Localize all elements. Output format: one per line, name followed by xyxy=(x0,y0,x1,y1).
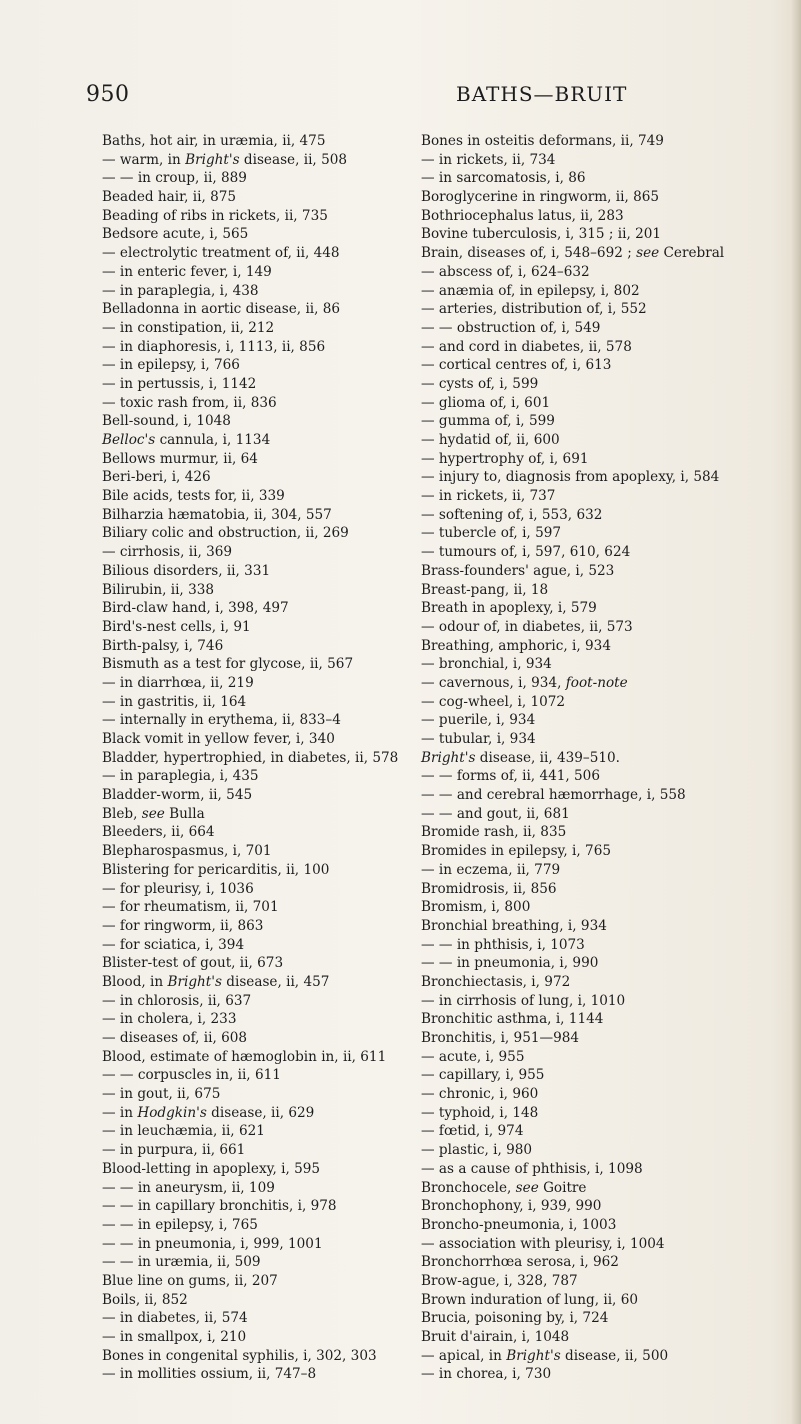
index-entry: — — in aneurysm, ii, 109 xyxy=(102,1179,275,1196)
index-entry: — in diarrhœa, ii, 219 xyxy=(102,674,254,691)
index-entry: — in smallpox, i, 210 xyxy=(102,1329,247,1345)
index-entry: Bones in osteitis deformans, ii, 749 xyxy=(421,133,664,149)
index-entry: — in mollities ossium, ii, 747–8 xyxy=(102,1366,317,1383)
index-entry: — in cirrhosis of lung, i, 1010 xyxy=(421,992,626,1009)
page-number: 950 xyxy=(86,82,130,107)
index-entry: — fœtid, i, 974 xyxy=(421,1123,524,1140)
index-entry: Brown induration of lung, ii, 60 xyxy=(421,1291,638,1308)
index-entry: — — in pneumonia, i, 990 xyxy=(421,955,599,972)
index-entry: — — in uræmia, ii, 509 xyxy=(102,1254,261,1271)
index-column-right xyxy=(421,132,791,1384)
index-entry: — — in croup, ii, 889 xyxy=(102,170,247,187)
index-entry: — internally in erythema, ii, 833–4 xyxy=(102,712,341,729)
index-entry: Beading of ribs in rickets, ii, 735 xyxy=(102,207,328,224)
index-entry: — in gastritis, ii, 164 xyxy=(102,693,247,710)
index-entry: — acute, i, 955 xyxy=(421,1048,525,1065)
index-entry: — in chlorosis, ii, 637 xyxy=(102,992,252,1009)
index-entry: Boroglycerine in ringworm, ii, 865 xyxy=(421,189,660,206)
index-column-left xyxy=(102,132,432,1384)
index-entry: Biliary colic and obstruction, ii, 269 xyxy=(102,525,349,542)
index-entry: — diseases of, ii, 608 xyxy=(102,1030,248,1046)
index-entry: — chronic, i, 960 xyxy=(421,1086,539,1103)
index-entry: — tubercle of, i, 597 xyxy=(421,525,562,542)
index-entry: — bronchial, i, 934 xyxy=(421,656,552,673)
index-entry: Beri-beri, i, 426 xyxy=(102,469,211,486)
index-entry: — in paraplegia, i, 435 xyxy=(102,768,259,785)
index-entry: Bird-claw hand, i, 398, 497 xyxy=(102,600,289,617)
index-entry: — warm, in Bright's disease, ii, 508 xyxy=(102,151,348,168)
index-entry: — toxic rash from, ii, 836 xyxy=(102,394,277,411)
index-entry: — in leuchæmia, ii, 621 xyxy=(102,1123,265,1140)
index-entry: — — in capillary bronchitis, i, 978 xyxy=(102,1198,337,1215)
index-entry: Bovine tuberculosis, i, 315 ; ii, 201 xyxy=(421,226,662,243)
index-entry: Bronchocele, see Goitre xyxy=(421,1179,587,1196)
index-entry: Belladonna in aortic disease, ii, 86 xyxy=(102,301,341,318)
index-entry: Bladder-worm, ii, 545 xyxy=(102,787,253,804)
page-header xyxy=(86,82,776,112)
index-entry: Bones in congenital syphilis, i, 302, 303 xyxy=(102,1347,377,1364)
index-entry: — as a cause of phthisis, i, 1098 xyxy=(421,1160,643,1177)
index-entry: — for pleurisy, i, 1036 xyxy=(102,880,254,897)
index-entry: Bruit d'airain, i, 1048 xyxy=(421,1329,570,1345)
index-entry: Bedsore acute, i, 565 xyxy=(102,226,249,243)
index-entry: — gumma of, i, 599 xyxy=(421,413,555,430)
index-entry: — — and gout, ii, 681 xyxy=(421,805,570,822)
page-edge-shadow xyxy=(791,0,801,1424)
index-entry: Bromides in epilepsy, i, 765 xyxy=(421,843,611,860)
index-entry: Blister-test of gout, ii, 673 xyxy=(102,955,284,972)
index-entry: Blood, estimate of hæmoglobin in, ii, 611 xyxy=(102,1048,387,1065)
index-entry: — in purpura, ii, 661 xyxy=(102,1142,246,1159)
index-entry: Bellows murmur, ii, 64 xyxy=(102,450,258,467)
index-entry: — hydatid of, ii, 600 xyxy=(421,432,560,448)
index-entry: Brass-founders' ague, i, 523 xyxy=(421,562,615,579)
index-entry: Blepharospasmus, i, 701 xyxy=(102,843,272,860)
index-entry: — typhoid, i, 148 xyxy=(421,1104,539,1121)
index-entry: Bronchitic asthma, i, 1144 xyxy=(421,1011,604,1028)
index-entry: Bell-sound, i, 1048 xyxy=(102,413,231,430)
index-entry: Bismuth as a test for glycose, ii, 567 xyxy=(102,656,354,673)
index-entry: Bilharzia hæmatobia, ii, 304, 557 xyxy=(102,506,332,523)
index-entry: — in eczema, ii, 779 xyxy=(421,861,561,878)
index-entry: Brain, diseases of, i, 548–692 ; see Cerebral xyxy=(421,245,725,262)
index-entry: — in chorea, i, 730 xyxy=(421,1366,552,1383)
index-entry: — in cholera, i, 233 xyxy=(102,1011,237,1028)
index-entry: Bladder, hypertrophied, in diabetes, ii, 578 xyxy=(102,749,399,766)
index-entry: Belloc's cannula, i, 1134 xyxy=(102,432,271,448)
index-entry: — injury to, diagnosis from apoplexy, i, 584 xyxy=(421,469,720,486)
index-entry: — in rickets, ii, 737 xyxy=(421,488,556,505)
index-entry: — for ringworm, ii, 863 xyxy=(102,917,264,934)
index-entry: — abscess of, i, 624–632 xyxy=(421,263,590,280)
index-entry: — cortical centres of, i, 613 xyxy=(421,357,612,374)
index-entry: — glioma of, i, 601 xyxy=(421,394,551,411)
index-entry: Bromism, i, 800 xyxy=(421,899,531,916)
index-entry: Beaded hair, ii, 875 xyxy=(102,189,237,206)
index-entry: — tumours of, i, 597, 610, 624 xyxy=(421,544,631,561)
index-entry: — in enteric fever, i, 149 xyxy=(102,263,272,280)
index-entry: — association with pleurisy, i, 1004 xyxy=(421,1235,665,1252)
index-entry: Bilirubin, ii, 338 xyxy=(102,581,215,598)
index-entry: Blistering for pericarditis, ii, 100 xyxy=(102,861,330,878)
index-entry: — in epilepsy, i, 766 xyxy=(102,357,240,374)
index-entry: — — in pneumonia, i, 999, 1001 xyxy=(102,1235,323,1252)
index-entry: Breathing, amphoric, i, 934 xyxy=(421,637,611,654)
index-entry: — arteries, distribution of, i, 552 xyxy=(421,301,647,318)
index-entry: — — corpuscles in, ii, 611 xyxy=(102,1067,281,1084)
index-entry: Bromide rash, ii, 835 xyxy=(421,824,567,841)
index-entry: — apical, in Bright's disease, ii, 500 xyxy=(421,1347,669,1364)
index-entry: — cavernous, i, 934, foot-note xyxy=(421,674,628,691)
index-entry: — in diaphoresis, i, 1113, ii, 856 xyxy=(102,338,326,355)
index-entry: Bronchophony, i, 939, 990 xyxy=(421,1198,602,1215)
index-entry: — — obstruction of, i, 549 xyxy=(421,319,601,336)
index-entry: Bronchitis, i, 951—984 xyxy=(421,1030,580,1046)
index-entry: Black vomit in yellow fever, i, 340 xyxy=(102,731,335,747)
index-entry: Bilious disorders, ii, 331 xyxy=(102,562,271,579)
index-entry: Bird's-nest cells, i, 91 xyxy=(102,618,251,635)
index-entry: — odour of, in diabetes, ii, 573 xyxy=(421,618,633,635)
index-entry: — for rheumatism, ii, 701 xyxy=(102,899,279,916)
index-entry: — electrolytic treatment of, ii, 448 xyxy=(102,245,340,262)
index-entry: — puerile, i, 934 xyxy=(421,712,536,729)
index-entry: — in paraplegia, i, 438 xyxy=(102,282,259,299)
index-entry: — tubular, i, 934 xyxy=(421,731,536,747)
index-entry: — in diabetes, ii, 574 xyxy=(102,1310,248,1327)
index-entry: — anæmia of, in epilepsy, i, 802 xyxy=(421,282,640,299)
index-entry: Bright's disease, ii, 439–510. xyxy=(421,749,620,766)
index-entry: — and cord in diabetes, ii, 578 xyxy=(421,338,632,355)
index-entry: — in rickets, ii, 734 xyxy=(421,151,556,168)
index-entry: Breast-pang, ii, 18 xyxy=(421,581,549,598)
index-entry: Bleb, see Bulla xyxy=(102,805,205,822)
index-entry: — plastic, i, 980 xyxy=(421,1142,533,1159)
index-entry: Bile acids, tests for, ii, 339 xyxy=(102,488,285,505)
index-entry: Bothriocephalus latus, ii, 283 xyxy=(421,207,624,224)
index-entry: Blood, in Bright's disease, ii, 457 xyxy=(102,973,330,990)
index-entry: Bronchorrhœa serosa, i, 962 xyxy=(421,1254,619,1271)
index-entry: Birth-palsy, i, 746 xyxy=(102,637,224,654)
index-entry: — in constipation, ii, 212 xyxy=(102,319,275,336)
index-entry: — cirrhosis, ii, 369 xyxy=(102,544,233,561)
index-entry: Bronchiectasis, i, 972 xyxy=(421,973,571,990)
index-entry: Bronchial breathing, i, 934 xyxy=(421,917,607,934)
index-entry: — — forms of, ii, 441, 506 xyxy=(421,768,600,785)
index-entry: Bleeders, ii, 664 xyxy=(102,824,215,841)
index-entry: Baths, hot air, in uræmia, ii, 475 xyxy=(102,133,326,149)
index-entry: — — in epilepsy, i, 765 xyxy=(102,1216,258,1233)
index-entry: — capillary, i, 955 xyxy=(421,1067,545,1084)
index-entry: — in gout, ii, 675 xyxy=(102,1086,221,1103)
index-entry: — cysts of, i, 599 xyxy=(421,375,539,392)
index-entry: Bromidrosis, ii, 856 xyxy=(421,880,557,897)
index-entry: Broncho-pneumonia, i, 1003 xyxy=(421,1216,617,1233)
index-entry: — for sciatica, i, 394 xyxy=(102,936,245,953)
index-entry: — — in phthisis, i, 1073 xyxy=(421,936,585,953)
index-entry: — hypertrophy of, i, 691 xyxy=(421,450,589,467)
index-entry: — cog-wheel, i, 1072 xyxy=(421,693,566,710)
index-entry: Blood-letting in apoplexy, i, 595 xyxy=(102,1160,321,1177)
index-entry: Blue line on gums, ii, 207 xyxy=(102,1272,278,1289)
index-entry: Brow-ague, i, 328, 787 xyxy=(421,1272,578,1289)
index-entry: — — and cerebral hæmorrhage, i, 558 xyxy=(421,787,686,804)
index-entry: Brucia, poisoning by, i, 724 xyxy=(421,1310,609,1327)
index-entry: — in Hodgkin's disease, ii, 629 xyxy=(102,1104,315,1121)
index-entry: — in sarcomatosis, i, 86 xyxy=(421,170,586,187)
index-entry: — softening of, i, 553, 632 xyxy=(421,506,603,523)
index-entry: — in pertussis, i, 1142 xyxy=(102,375,257,392)
running-head: BATHS—BRUIT xyxy=(456,82,628,106)
index-entry: Breath in apoplexy, i, 579 xyxy=(421,600,597,617)
index-entry: Boils, ii, 852 xyxy=(102,1291,188,1308)
